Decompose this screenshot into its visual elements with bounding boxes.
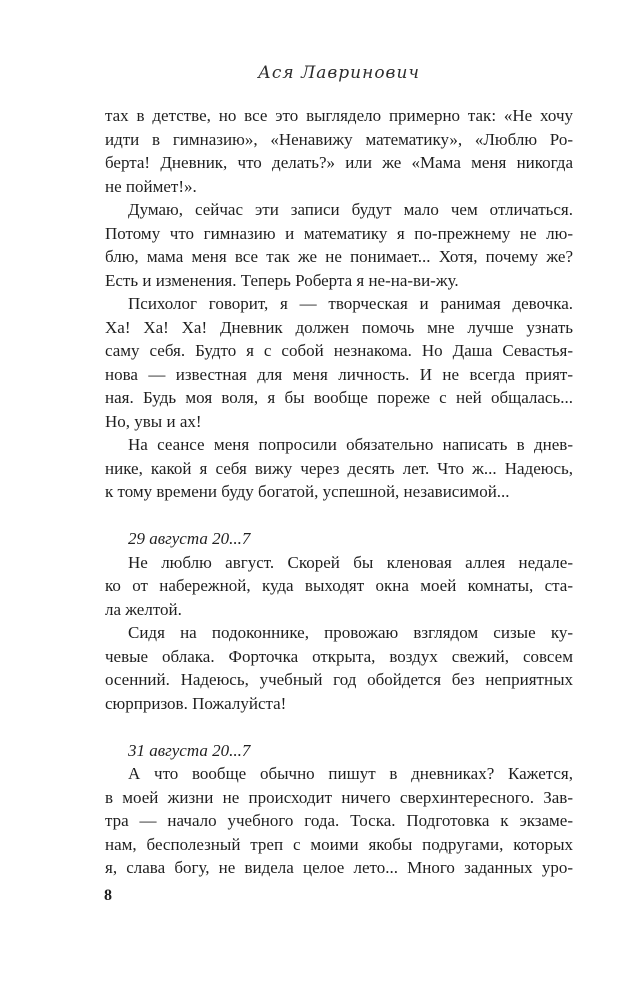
text-line: ла желтой. (105, 599, 182, 619)
running-head-author: Ася Лавринович (258, 63, 420, 83)
text-line: к тому времени буду богатой, успешной, независимой... (105, 482, 510, 501)
body-text (105, 104, 573, 880)
text-line: тра — начало учебного года. Тоска. Подготовка к экзаме- (105, 811, 573, 830)
text-line: сюрпризов. Пожалуйста! (105, 693, 287, 713)
text-line: На сеансе меня попросили обязательно написать в днев- (128, 435, 573, 454)
text-line: осенний. Надеюсь, учебный год обойдется без неприятных (105, 670, 573, 689)
text-line: Психолог говорит, я — творческая и ранимая девочка. (128, 294, 573, 313)
text-line: блю, мама меня все так же не понимает... Хотя, почему же? (105, 247, 573, 266)
text-line: Сидя на подоконнике, провожаю взглядом сизые ку- (128, 623, 573, 642)
text-line: Не люблю август. Скорей бы кленовая аллея недале- (128, 552, 573, 572)
page-number: 8 (104, 887, 112, 904)
text-line: ная. Будь моя воля, я бы вообще пореже с ней общалась... (105, 388, 573, 407)
text-line: нам, бесполезный треп с моими якобы подругами, которых (105, 834, 573, 854)
text-line: Есть и изменения. Теперь Роберта я не-на-ви-жу. (105, 270, 459, 290)
text-line: А что вообще обычно пишут в дневниках? Кажется, (128, 764, 573, 783)
text-line: ко от набережной, куда выходят окна моей комнаты, ста- (105, 576, 573, 595)
text-line: берта! Дневник, что делать?» или же «Мама меня никогда (105, 153, 573, 172)
section-gap (105, 715, 573, 739)
text-line: идти в гимназию», «Ненавижу математику», «Люблю Ро- (105, 129, 573, 149)
text-line: не поймет!». (105, 176, 197, 196)
text-line: я, слава богу, не видела целое лето... Много заданных уро- (105, 858, 573, 877)
section-gap (105, 504, 573, 528)
text-line: Но, увы и ах! (105, 411, 202, 431)
diary-date-heading: 31 августа 20...7 (128, 740, 251, 760)
text-line: саму себя. Будто я с собой незнакома. Но Даша Севастья- (105, 341, 573, 360)
text-line: Думаю, сейчас эти записи будут мало чем отличаться. (128, 200, 573, 219)
text-line: тах в детстве, но все это выглядело примерно так: «Не хочу (105, 106, 573, 125)
text-line: Потому что гимназию и математику я по-прежнему не лю- (105, 223, 573, 243)
text-line: нике, какой я себя вижу через десять лет. Что ж... Надеюсь, (105, 458, 573, 478)
text-line: чевые облака. Форточка открыта, воздух свежий, совсем (105, 646, 573, 666)
text-line: Ха! Ха! Ха! Дневник должен помочь мне лучше узнать (105, 317, 573, 337)
diary-date-heading: 29 августа 20...7 (128, 529, 251, 548)
text-line: нова — известная для меня личность. И не всегда прият- (105, 364, 573, 384)
text-line: в моей жизни не происходит ничего сверхинтересного. Зав- (105, 787, 573, 807)
